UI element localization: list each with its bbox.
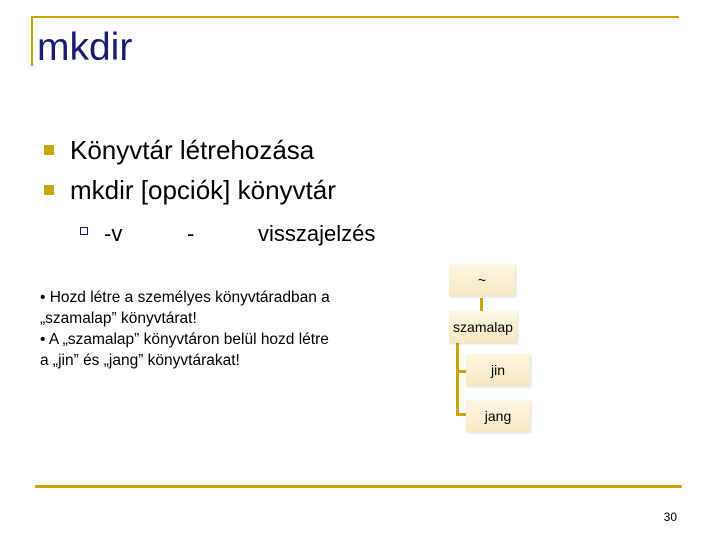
option-description: visszajelzés: [258, 221, 376, 246]
bullet-item: [44, 137, 314, 163]
title-frame-top: [31, 16, 679, 18]
square-bullet-icon: [44, 145, 54, 155]
tree-node-label: szamalap: [453, 319, 513, 335]
task-line: • Hozd létre a személyes könyvtáradban a: [40, 289, 330, 306]
bullet-item: [44, 177, 336, 203]
page-number: 30: [663, 510, 677, 524]
title-frame-left: [31, 16, 33, 66]
tree-node-label: jang: [484, 408, 512, 424]
tree-node-jin: [466, 354, 530, 386]
square-bullet-icon: [44, 185, 54, 195]
slide-title: mkdir: [37, 26, 133, 69]
footer-rule: [35, 485, 682, 488]
tree-connector: [456, 342, 459, 416]
task-text: [40, 287, 400, 371]
task-line: „szamalap” könyvtárat!: [40, 310, 197, 327]
option-separator: -: [187, 221, 195, 246]
bullet-text: mkdir [opciók] könyvtár: [70, 175, 336, 205]
task-line: • A „szamalap” könyvtáron belül hozd létre: [40, 331, 329, 348]
task-line: a „jin” és „jang” könyvtárakat!: [40, 352, 240, 369]
tree-node-szamalap: [449, 311, 517, 343]
hollow-square-bullet-icon: [80, 227, 88, 235]
tree-node-label: ~: [477, 272, 487, 288]
tree-node-label: jin: [490, 362, 505, 378]
tree-node-root: [449, 264, 515, 296]
option-flag: -v: [104, 221, 123, 246]
tree-node-jang: [466, 400, 530, 432]
bullet-text: Könyvtár létrehozása: [70, 135, 315, 165]
